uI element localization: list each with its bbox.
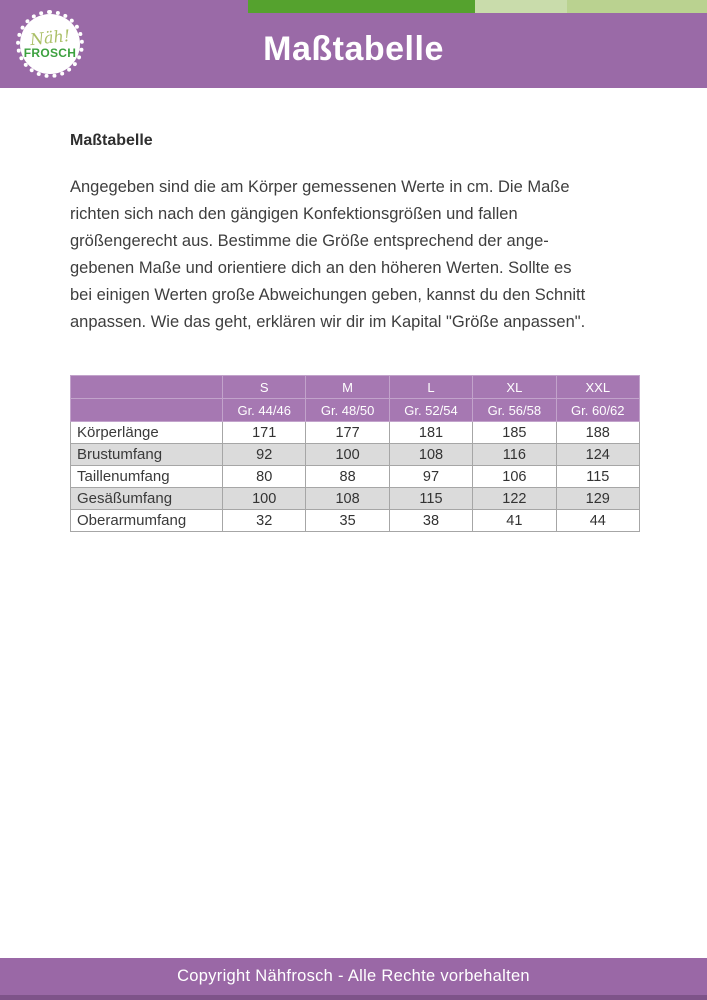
cell-value: 108	[306, 488, 389, 510]
page-title: Maßtabelle	[263, 30, 444, 68]
cell-value: 38	[389, 510, 472, 532]
row-label: Taillenumfang	[71, 466, 223, 488]
measurement-table	[70, 375, 640, 532]
cell-value: 124	[556, 444, 639, 466]
gr-header: Gr. 56/58	[473, 399, 556, 422]
paragraph-line: bei einigen Werten große Abweichungen geben, kannst du den Schnitt	[70, 286, 586, 304]
size-header: S	[223, 376, 306, 399]
cell-value: 80	[223, 466, 306, 488]
gr-header: Gr. 52/54	[389, 399, 472, 422]
cell-value: 44	[556, 510, 639, 532]
table-corner-cell	[71, 399, 223, 422]
cell-value: 171	[223, 422, 306, 444]
row-label: Brustumfang	[71, 444, 223, 466]
cell-value: 116	[473, 444, 556, 466]
section-heading: Maßtabelle	[70, 132, 153, 149]
table-row-sizes	[71, 376, 640, 399]
size-header: XXL	[556, 376, 639, 399]
copyright-text: Copyright Nähfrosch - Alle Rechte vorbehalten	[177, 967, 530, 985]
intro-paragraph	[70, 174, 650, 336]
size-header: XL	[473, 376, 556, 399]
table-row	[71, 422, 640, 444]
size-header: M	[306, 376, 389, 399]
page-footer	[0, 958, 707, 1000]
page-header	[0, 0, 707, 88]
cell-value: 41	[473, 510, 556, 532]
logo-brand-text: FROSCH	[23, 46, 77, 61]
cell-value: 115	[389, 488, 472, 510]
size-header: L	[389, 376, 472, 399]
paragraph-line: größengerecht aus. Bestimme die Größe entsprechend der ange-	[70, 232, 549, 250]
cell-value: 92	[223, 444, 306, 466]
accent-bar-light-green	[475, 0, 567, 13]
gr-header: Gr. 48/50	[306, 399, 389, 422]
cell-value: 32	[223, 510, 306, 532]
accent-bar-dark-green	[248, 0, 475, 13]
paragraph-line: gebenen Maße und orientiere dich an den höheren Werten. Sollte es	[70, 259, 572, 277]
row-label: Körperlänge	[71, 422, 223, 444]
cell-value: 115	[556, 466, 639, 488]
paragraph-line: richten sich nach den gängigen Konfektionsgrößen und fallen	[70, 205, 518, 223]
cell-value: 106	[473, 466, 556, 488]
row-label: Oberarmumfang	[71, 510, 223, 532]
cell-value: 129	[556, 488, 639, 510]
table-row	[71, 510, 640, 532]
cell-value: 97	[389, 466, 472, 488]
cell-value: 122	[473, 488, 556, 510]
cell-value: 185	[473, 422, 556, 444]
cell-value: 35	[306, 510, 389, 532]
accent-bar-mid-green	[567, 0, 707, 13]
row-label: Gesäßumfang	[71, 488, 223, 510]
table-row-gr	[71, 399, 640, 422]
table-row	[71, 466, 640, 488]
cell-value: 100	[223, 488, 306, 510]
cell-value: 100	[306, 444, 389, 466]
table-row	[71, 444, 640, 466]
paragraph-line: anpassen. Wie das geht, erklären wir dir im Kapital "Größe anpassen".	[70, 313, 586, 331]
cell-value: 108	[389, 444, 472, 466]
cell-value: 188	[556, 422, 639, 444]
cell-value: 88	[306, 466, 389, 488]
paragraph-line: Angegeben sind die am Körper gemessenen Werte in cm. Die Maße	[70, 178, 570, 196]
cell-value: 177	[306, 422, 389, 444]
gr-header: Gr. 44/46	[223, 399, 306, 422]
table-corner-cell	[71, 376, 223, 399]
table-row	[71, 488, 640, 510]
cell-value: 181	[389, 422, 472, 444]
gr-header: Gr. 60/62	[556, 399, 639, 422]
logo-script-text: Näh!	[28, 26, 71, 50]
